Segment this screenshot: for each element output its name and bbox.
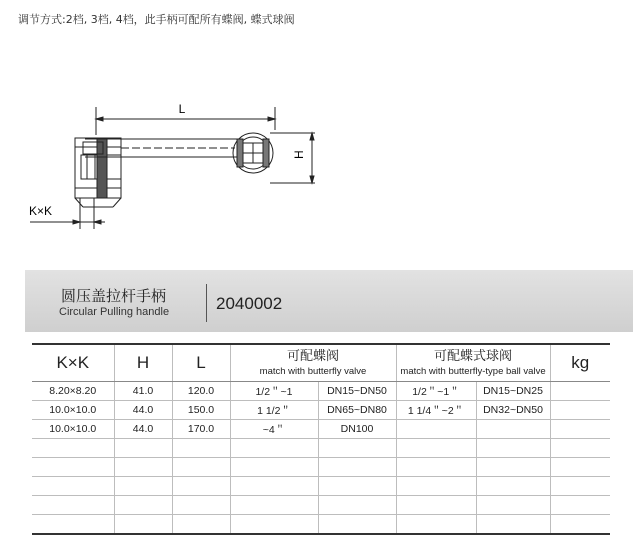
header-butterfly-ball-valve-en: match with butterfly-type ball valve: [400, 365, 546, 377]
cell-bf-dn: [318, 477, 396, 496]
header-butterfly-valve: [230, 344, 396, 382]
cell-bf-dn: DN15~DN50: [318, 382, 396, 401]
cell-kg: [550, 401, 610, 420]
knob-right-sector: [263, 139, 269, 167]
cell-kg: [550, 439, 610, 458]
table-row: [32, 382, 610, 401]
table-row: [32, 439, 610, 458]
cell-bf-size: [230, 439, 318, 458]
cell-bb-dn: DN32~DN50: [476, 401, 550, 420]
cell-bf-size: ~4＂: [230, 420, 318, 439]
cell-bb-size: [396, 496, 476, 515]
cell-bb-dn: DN15~DN25: [476, 382, 550, 401]
cell-bb-dn: [476, 420, 550, 439]
cell-bf-size: 1 1/2＂: [230, 401, 318, 420]
handle-drawing-svg: [25, 95, 325, 235]
cell-kk: 10.0×10.0: [32, 401, 114, 420]
header-butterfly-ball-valve: [396, 344, 550, 382]
intro-text: 调节方式:2档, 3档, 4档，此手柄可配所有蝶阀, 蝶式球阀: [18, 13, 295, 26]
cell-kg: [550, 458, 610, 477]
dim-l-arrow-left: [96, 117, 103, 121]
header-butterfly-valve-zh: 可配蝶阀: [286, 348, 339, 364]
cell-kk: [32, 458, 114, 477]
cell-kk: 8.20×8.20: [32, 382, 114, 401]
table-row: [32, 458, 610, 477]
cell-bb-dn: [476, 496, 550, 515]
cell-bf-size: 1/2＂~1: [230, 382, 318, 401]
product-banner: [25, 270, 633, 332]
cell-bf-size: [230, 496, 318, 515]
cell-kk: [32, 496, 114, 515]
cell-l: [172, 439, 230, 458]
handle-technical-drawing: [25, 95, 325, 235]
product-code: 2040002: [216, 294, 283, 313]
cell-h: 44.0: [114, 401, 172, 420]
cell-kg: [550, 420, 610, 439]
cell-bb-dn: [476, 515, 550, 535]
cell-h: [114, 496, 172, 515]
cell-h: 41.0: [114, 382, 172, 401]
cell-kg: [550, 477, 610, 496]
dim-l-arrow-right: [268, 117, 275, 121]
cell-bf-size: [230, 515, 318, 535]
cell-bb-size: 1/2＂~1＂: [396, 382, 476, 401]
header-kk: K×K: [32, 344, 114, 382]
table-row: [32, 401, 610, 420]
cell-bb-size: [396, 477, 476, 496]
cell-bb-dn: [476, 439, 550, 458]
cell-l: 150.0: [172, 401, 230, 420]
cell-l: [172, 515, 230, 535]
cell-l: [172, 477, 230, 496]
cell-l: [172, 496, 230, 515]
cell-h: [114, 515, 172, 535]
banner-separator: [206, 284, 207, 322]
cell-bb-size: [396, 439, 476, 458]
cell-l: 170.0: [172, 420, 230, 439]
product-title-zh: 圆压盖拉杆手柄: [61, 287, 167, 305]
table-row: [32, 496, 610, 515]
header-butterfly-valve-en: match with butterfly valve: [259, 365, 367, 377]
cell-bb-dn: [476, 458, 550, 477]
cell-h: [114, 477, 172, 496]
cell-l: 120.0: [172, 382, 230, 401]
cell-bf-dn: DN65~DN80: [318, 401, 396, 420]
cell-kg: [550, 382, 610, 401]
header-butterfly-ball-valve-zh: 可配蝶式球阀: [434, 348, 513, 364]
cell-kg: [550, 515, 610, 535]
cell-bb-size: 1 1/4＂~2＂: [396, 401, 476, 420]
cell-bf-size: [230, 477, 318, 496]
table-row: [32, 515, 610, 535]
cell-bb-dn: [476, 477, 550, 496]
cell-bf-size: [230, 458, 318, 477]
cell-l: [172, 458, 230, 477]
cell-kk: [32, 515, 114, 535]
cell-h: [114, 439, 172, 458]
cell-bf-dn: [318, 496, 396, 515]
header-h: H: [114, 344, 172, 382]
cell-bf-dn: [318, 515, 396, 535]
dim-kk-label: K×K: [29, 204, 53, 218]
cell-kk: [32, 477, 114, 496]
cell-bb-size: [396, 458, 476, 477]
cell-kk: 10.0×10.0: [32, 420, 114, 439]
dim-h-label: H: [292, 150, 306, 159]
cell-bb-size: [396, 515, 476, 535]
cell-h: 44.0: [114, 420, 172, 439]
cell-h: [114, 458, 172, 477]
cell-kk: [32, 439, 114, 458]
header-kg: kg: [550, 344, 610, 382]
cell-bf-dn: [318, 439, 396, 458]
cell-bb-size: [396, 420, 476, 439]
hub-section: [97, 138, 107, 198]
cell-bf-dn: [318, 458, 396, 477]
dim-l-label: L: [178, 102, 186, 116]
table-row: [32, 420, 610, 439]
product-title-en: Circular Pulling handle: [59, 306, 170, 318]
cell-kg: [550, 496, 610, 515]
cell-bf-dn: DN100: [318, 420, 396, 439]
header-l: L: [172, 344, 230, 382]
knob-left-sector: [237, 139, 243, 167]
table-row: [32, 477, 610, 496]
spec-table: [32, 343, 610, 535]
table-header-row: [32, 344, 610, 382]
